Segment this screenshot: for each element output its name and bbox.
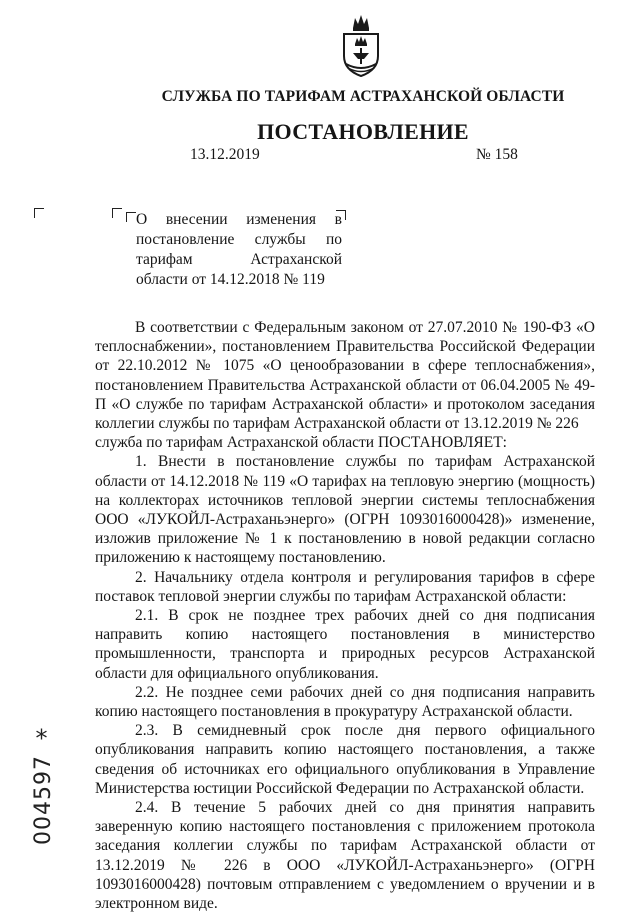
- corner-mark-subject-left-inner: [126, 212, 136, 222]
- paragraph-item-2: 2. Начальнику отдела контроля и регулирования тарифов в сфере поставок тепловой энергии службы по тарифам Астраханской области:: [95, 568, 595, 605]
- asterisk-mark: *: [35, 724, 49, 753]
- document-subject: О внесении изменения в постановление службы по тарифам Астраханской области от 14.12.2018 № 119: [136, 211, 342, 288]
- paragraph-item-2-3: 2.3. В семидневный срок после дня первого официального опубликования направить копию настоящего постановления, а также сведения об источниках его официального опубликования в Управление Министерства юстиции Российской Федерации по Астраханской области.: [95, 722, 595, 797]
- document-body: [95, 318, 595, 913]
- coat-of-arms-icon: [340, 12, 382, 78]
- document-number: № 158: [476, 146, 518, 163]
- paragraph-item-2-4: 2.4. В течение 5 рабочих дней со дня принятия направить заверенную копию настоящего постановления с приложением протокола заседания коллегии службы по тарифам Астраханской области от 13.12.2019 № 226 в ООО «ЛУКОЙЛ-Астраханьэнерго» (ОГРН 1093016000428) почтовым отправлением с уведомлением о вручении и в электронном виде.: [95, 799, 595, 913]
- document-date: 13.12.2019: [190, 146, 260, 163]
- document-type-title: ПОСТАНОВЛЕНИЕ: [257, 119, 469, 144]
- corner-mark-subject-left: [112, 208, 122, 218]
- paragraph-item-1: 1. Внести в постановление службы по тарифам Астраханской области от 14.12.2018 № 119 «О тарифах на тепловую энергию (мощность) на коллекторах источников тепловой энергии системы теплоснабжения ООО «ЛУКОЙЛ-Астраханьэнерго» (ОГРН 1093016000428)» изменение, изложив приложение № 1 к постановлению в новой редакции согласно приложению к настоящему постановлению.: [95, 453, 595, 567]
- registration-code: 004597: [31, 755, 56, 845]
- paragraph-item-2-1: 2.1. В срок не позднее трех рабочих дней со дня подписания направить копию настоящего постановления в министерство промышленности, транспорта и природных ресурсов Астраханской области для официального опубликования.: [95, 607, 595, 682]
- side-registration-stamp: [28, 724, 56, 845]
- agency-name: СЛУЖБА ПО ТАРИФАМ АСТРАХАНСКОЙ ОБЛАСТИ: [161, 88, 565, 105]
- paragraph-resolves: служба по тарифам Астраханской области ПОСТАНОВЛЯЕТ:: [95, 434, 507, 452]
- corner-mark-left: [34, 208, 44, 218]
- paragraph-item-2-2: 2.2. Не позднее семи рабочих дней со дня подписания направить копию настоящего постановления в прокуратуру Астраханской области.: [95, 683, 595, 721]
- paragraph-preamble: В соответствии с Федеральным законом от 27.07.2010 № 190-ФЗ «О теплоснабжении», постановлением Правительства Российской Федерации от 22.10.2012 № 1075 «О ценообразовании в сфере теплоснабжения», постановлением Правительства Астраханской области от 06.04.2005 № 49-П «О службе по тарифам Астраханской области» и протоколом заседания коллегии службы по тарифам Астраханской области от 13.12.2019 № 226: [95, 319, 595, 433]
